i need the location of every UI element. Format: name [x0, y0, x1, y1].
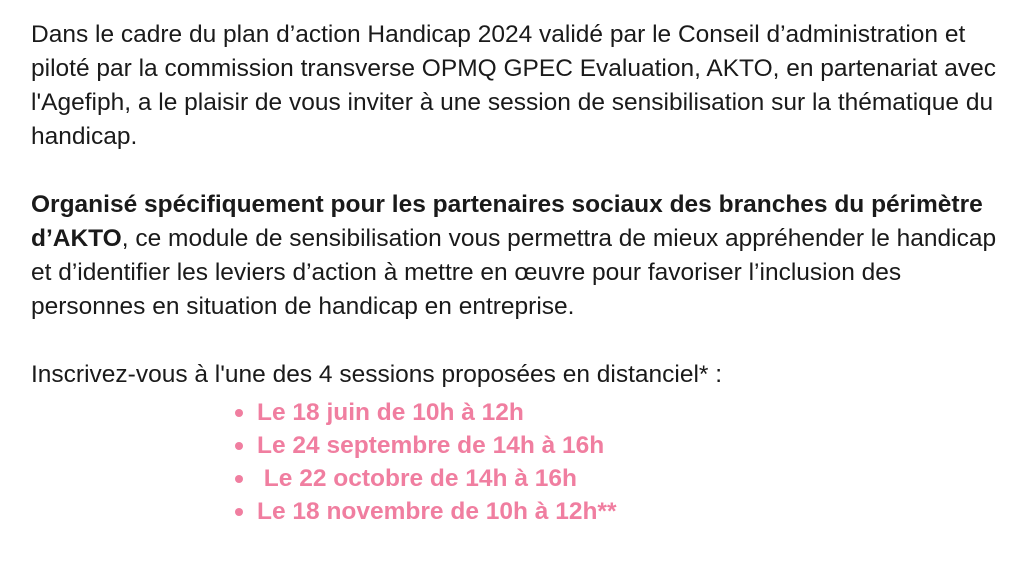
bullet-dot-icon — [235, 475, 243, 483]
session-date: Le 22 octobre de 14h à 16h — [257, 464, 577, 492]
bullet-dot-icon — [235, 508, 243, 516]
session-list — [235, 396, 1024, 528]
organisation-bold-text: Organisé spécifiquement pour les partenaires sociaux des branches du périmètre d’AKTO — [31, 191, 983, 252]
bullet-dot-icon — [235, 442, 243, 450]
session-item — [235, 495, 1024, 528]
session-item — [235, 396, 1024, 429]
organisation-text: , ce module de sensibilisation vous permettra de mieux appréhender le handicap et d’identifier les leviers d’action à mettre en œuvre pour favoriser l’inclusion des personnes en situation de handicap en entreprise. — [31, 225, 997, 320]
session-date: Le 18 juin de 10h à 12h — [257, 398, 524, 426]
organisation-paragraph — [31, 188, 1011, 324]
bullet-dot-icon — [235, 409, 243, 417]
session-item — [235, 462, 1024, 495]
signup-paragraph: Inscrivez-vous à l'une des 4 sessions proposées en distanciel* : — [31, 361, 723, 388]
session-date: Le 18 novembre de 10h à 12h** — [257, 497, 617, 525]
document-body — [31, 18, 1011, 528]
session-date: Le 24 septembre de 14h à 16h — [257, 431, 605, 459]
intro-paragraph: Dans le cadre du plan d’action Handicap 2024 validé par le Conseil d’administration et piloté par la commission transverse OPMQ GPEC Evaluation, AKTO, en partenariat avec l'Agefiph, a le plaisir de vous inviter à une session de sensibilisation sur la thématique du handicap. — [31, 21, 996, 150]
session-item — [235, 429, 1024, 462]
